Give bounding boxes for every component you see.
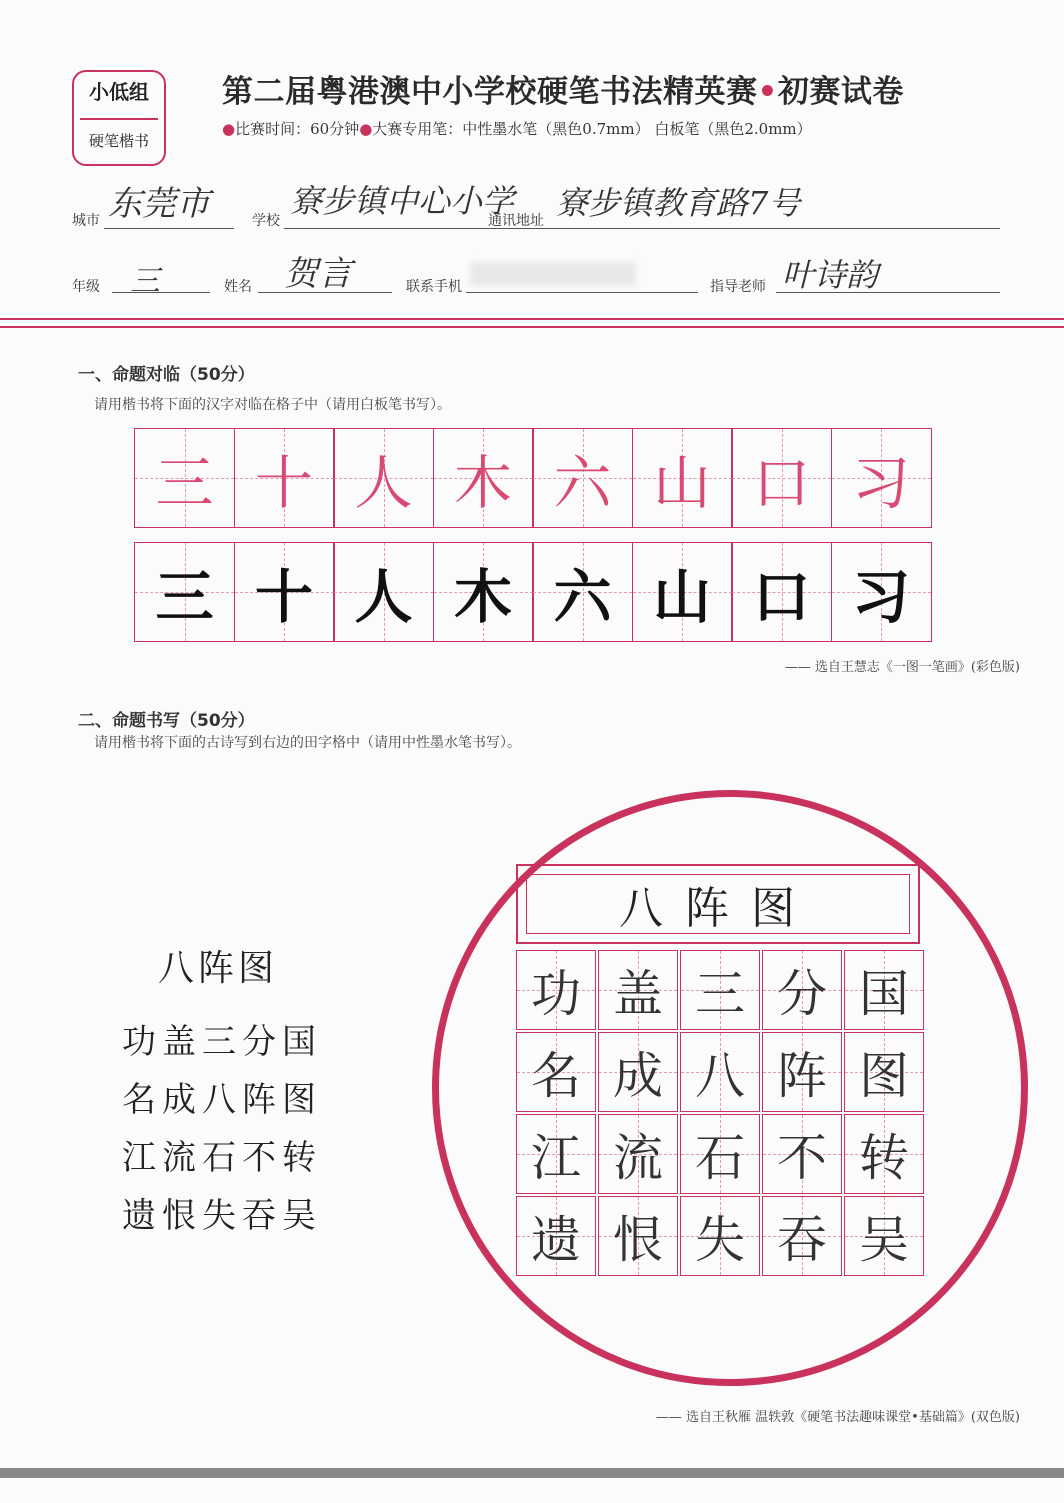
written-char-grid: [134, 542, 932, 642]
written-poem-cell: [598, 950, 678, 1030]
grade-underline: [112, 292, 210, 293]
written-poem-cell: [516, 950, 596, 1030]
grade-label: 年级: [72, 279, 100, 295]
written-poem-char: 国: [859, 965, 909, 1023]
written-poem-char: 成: [613, 1047, 663, 1105]
phone-label: 联系手机: [406, 279, 462, 295]
model-char: 口: [752, 449, 811, 517]
written-char-cell: [333, 542, 434, 642]
divider-top: [0, 318, 1064, 320]
model-char-cell: [134, 428, 235, 528]
model-char: 十: [254, 449, 313, 517]
poem-line: 名成八阵图: [122, 1080, 322, 1120]
written-char: 习: [851, 563, 910, 631]
group-badge: [72, 70, 166, 166]
badge-divider: [80, 118, 158, 120]
model-char-cell: [333, 428, 434, 528]
section1-credit: —— 选自王慧志《一图一笔画》(彩色版): [784, 660, 1020, 675]
model-char-cell: [632, 428, 733, 528]
written-char-cell: [234, 542, 335, 642]
written-poem-cell: [680, 1114, 760, 1194]
model-char-cell: [831, 428, 932, 528]
written-poem-char: 阵: [777, 1047, 827, 1105]
name-value: 贺言: [284, 254, 352, 294]
written-poem-cell: [844, 950, 924, 1030]
written-poem-char: 转: [859, 1129, 909, 1187]
written-poem-cell: [598, 1114, 678, 1194]
written-poem-char: 盖: [613, 965, 663, 1023]
model-char: 六: [553, 449, 612, 517]
teacher-label: 指导老师: [710, 279, 766, 295]
written-char-cell: [532, 542, 633, 642]
written-poem-char: 功: [531, 965, 581, 1023]
written-poem-char: 失: [695, 1211, 745, 1269]
written-poem-char: 名: [531, 1047, 581, 1105]
model-char: 山: [652, 449, 711, 517]
written-poem-char: 吞: [777, 1211, 827, 1269]
model-char-cell: [433, 428, 534, 528]
written-poem-cell: [516, 1114, 596, 1194]
written-poem-title-box: [516, 864, 920, 944]
written-poem-char: 不: [777, 1129, 827, 1187]
written-poem-cell: [598, 1196, 678, 1276]
written-char: 六: [553, 563, 612, 631]
divider-bottom: [0, 326, 1064, 328]
title-dot: •: [757, 74, 778, 110]
poem-line: 江流石不转: [122, 1138, 322, 1178]
model-char-grid: [134, 428, 932, 528]
written-poem-cell: [762, 950, 842, 1030]
written-char-cell: [632, 542, 733, 642]
written-poem-char: 吴: [859, 1211, 909, 1269]
name-underline: [258, 292, 392, 293]
name-label: 姓名: [224, 279, 252, 295]
poem-line: 遗恨失吞吴: [122, 1196, 322, 1236]
school-address-underline: [284, 228, 1000, 229]
model-char: 木: [453, 449, 512, 517]
written-poem-char: 八: [695, 1047, 745, 1105]
page-title: [222, 66, 904, 111]
teacher-value: 叶诗韵: [782, 256, 879, 294]
written-poem-char: 石: [695, 1129, 745, 1187]
model-char: 习: [851, 449, 910, 517]
written-char: 人: [354, 563, 413, 631]
badge-category: 硬笔楷书: [88, 132, 149, 150]
address-value: 寮步镇教育路7号: [556, 184, 801, 222]
phone-redacted: [470, 262, 636, 286]
written-char: 口: [752, 563, 811, 631]
written-poem-char: 流: [613, 1129, 663, 1187]
written-poem-char: 恨: [613, 1211, 663, 1269]
poem-title: 八阵图: [158, 948, 279, 989]
model-char-cell: [234, 428, 335, 528]
contest-info: [222, 118, 812, 139]
written-poem-cell: [516, 1196, 596, 1276]
written-poem-cell: [844, 1196, 924, 1276]
phone-underline: [466, 292, 698, 293]
written-poem-char: 图: [859, 1047, 909, 1105]
badge-group: 小低组: [89, 80, 149, 104]
written-poem-cell: [680, 1196, 760, 1276]
bullet-1: ●: [222, 120, 236, 138]
written-poem-cell: [680, 1032, 760, 1112]
written-char: 木: [453, 563, 512, 631]
written-poem-char: 江: [531, 1129, 581, 1187]
written-poem-char: 三: [695, 965, 745, 1023]
section2-instruction: 请用楷书将下面的古诗写到右边的田字格中（请用中性墨水笔书写）。: [94, 735, 521, 751]
written-poem-cell: [762, 1196, 842, 1276]
contest-time: 比赛时间：60分钟: [235, 120, 360, 138]
teacher-underline: [776, 292, 1000, 293]
written-char-cell: [831, 542, 932, 642]
written-poem-cell: [844, 1032, 924, 1112]
model-char-cell: [731, 428, 832, 528]
poem-line: 功盖三分国: [122, 1022, 322, 1062]
city-value: 东莞市: [108, 184, 210, 224]
title-tail: 初赛试卷: [777, 74, 904, 110]
written-poem-char: 遗: [531, 1211, 581, 1269]
bottom-edge-bar: [0, 1468, 1064, 1478]
city-label: 城市: [72, 213, 100, 229]
written-poem-cell: [844, 1114, 924, 1194]
section1-instruction: 请用楷书将下面的汉字对临在格子中（请用白板笔书写）。: [94, 397, 451, 413]
title-main: 第二届粤港澳中小学校硬笔书法精英赛: [222, 74, 758, 110]
written-poem-cell: [762, 1114, 842, 1194]
written-char: 十: [254, 563, 313, 631]
written-poem-title: 八阵图: [619, 883, 817, 934]
grade-value: 三: [130, 264, 160, 299]
school-value: 寮步镇中心小学: [290, 182, 515, 220]
contest-pen: 大赛专用笔：中性墨水笔（黑色0.7mm） 白板笔（黑色2.0mm）: [372, 120, 812, 138]
section2-credit: —— 选自王秋雁 温轶敦《硬笔书法趣味课堂•基础篇》(双色版): [655, 1410, 1020, 1425]
written-char-cell: [134, 542, 235, 642]
section2-heading: 二、命题书写（50分）: [78, 711, 255, 731]
written-char: 山: [652, 563, 711, 631]
written-poem-cell: [516, 1032, 596, 1112]
section1-heading: 一、命题对临（50分）: [78, 365, 255, 385]
address-label: 通讯地址: [488, 213, 544, 229]
written-poem-cell: [598, 1032, 678, 1112]
model-char-cell: [532, 428, 633, 528]
written-char: 三: [155, 563, 214, 631]
city-underline: [104, 228, 234, 229]
written-poem-cell: [762, 1032, 842, 1112]
model-char: 人: [354, 449, 413, 517]
school-label: 学校: [252, 213, 280, 229]
written-poem-char: 分: [777, 965, 827, 1023]
written-char-cell: [433, 542, 534, 642]
model-char: 三: [155, 449, 214, 517]
written-poem-cell: [680, 950, 760, 1030]
bullet-2: ●: [359, 120, 373, 138]
written-char-cell: [731, 542, 832, 642]
